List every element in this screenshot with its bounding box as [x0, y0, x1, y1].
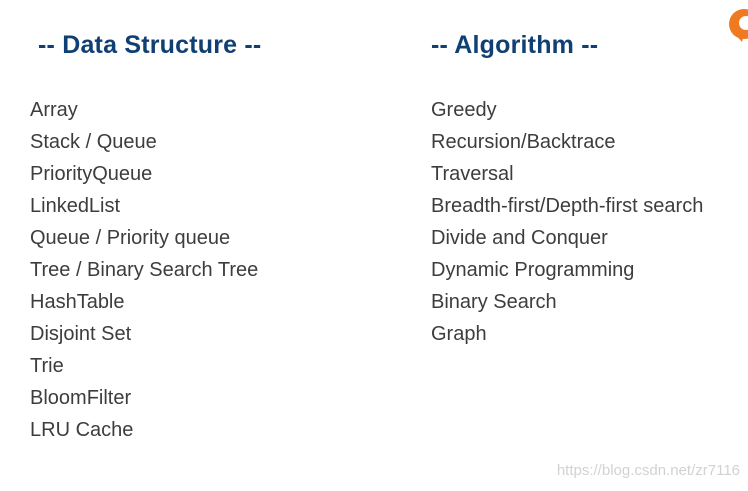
- list-item: Array: [30, 99, 78, 121]
- list-item: Breadth-first/Depth-first search: [431, 195, 704, 217]
- list-item: Disjoint Set: [30, 323, 132, 345]
- list-item: Queue / Priority queue: [30, 227, 231, 249]
- list-item: Stack / Queue: [30, 131, 157, 153]
- list-item: HashTable: [30, 291, 125, 313]
- list-item: Divide and Conquer: [431, 227, 608, 249]
- watermark-text: https://blog.csdn.net/zr7116: [556, 462, 740, 479]
- list-item: Tree / Binary Search Tree: [30, 259, 259, 281]
- list-item: Binary Search: [431, 291, 557, 313]
- list-item: PriorityQueue: [30, 163, 153, 185]
- list-item: Greedy: [431, 99, 497, 121]
- list-item: BloomFilter: [30, 387, 132, 409]
- list-item: Dynamic Programming: [431, 259, 635, 281]
- algorithm-list: [431, 94, 703, 350]
- list-item: Graph: [431, 323, 487, 345]
- algorithm-heading: -- Algorithm --: [431, 31, 599, 59]
- list-item: LRU Cache: [30, 419, 134, 441]
- data-structure-heading: -- Data Structure --: [38, 31, 262, 59]
- brand-logo-icon: [722, 4, 748, 44]
- list-item: Recursion/Backtrace: [431, 131, 616, 153]
- data-structure-list: [30, 94, 258, 446]
- list-item: Trie: [30, 355, 64, 377]
- list-item: Traversal: [431, 163, 514, 185]
- list-item: LinkedList: [30, 195, 121, 217]
